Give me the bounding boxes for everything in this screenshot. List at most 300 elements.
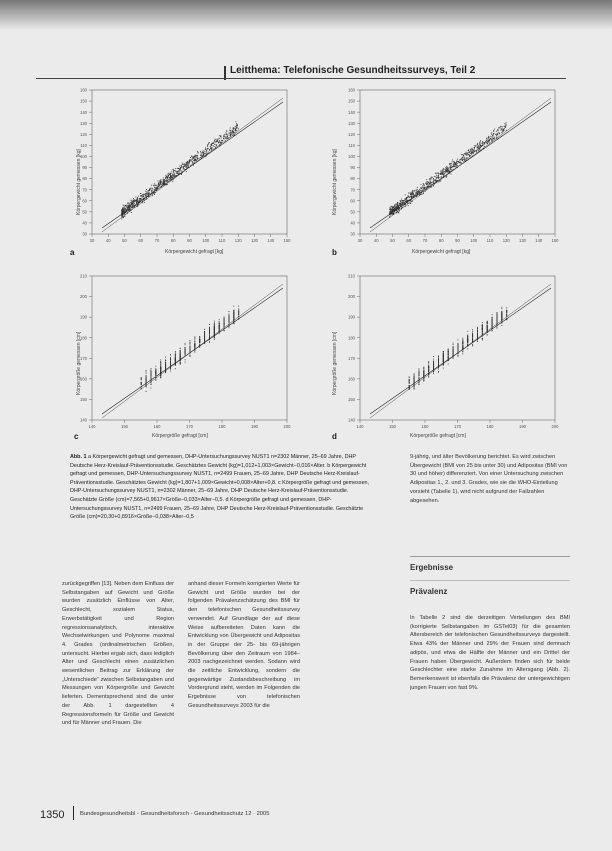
x-tick-label: 200: [283, 424, 291, 429]
data-point: [453, 344, 454, 345]
data-point: [185, 167, 186, 168]
data-point: [209, 329, 210, 330]
data-point: [222, 140, 223, 141]
y-tick-label: 110: [80, 142, 87, 148]
data-point: [129, 207, 130, 208]
running-header: Leitthema: Telefonische Gesundheitssurveys, Teil 2: [230, 65, 476, 76]
data-point: [500, 126, 501, 127]
data-point: [448, 355, 449, 356]
data-point: [152, 195, 153, 196]
data-point: [467, 335, 468, 336]
data-point: [169, 179, 170, 180]
data-point: [413, 191, 414, 192]
data-point: [446, 176, 447, 177]
data-point: [129, 209, 130, 210]
data-point: [457, 159, 458, 160]
data-point: [195, 160, 196, 161]
y-tick-label: 150: [348, 98, 355, 104]
data-point: [133, 204, 134, 205]
data-point: [214, 332, 215, 333]
data-point: [392, 211, 393, 212]
data-point: [453, 349, 454, 350]
data-point: [444, 171, 445, 172]
y-tick-label: 40: [82, 220, 87, 226]
x-tick-label: 110: [486, 238, 494, 243]
data-point: [229, 315, 230, 316]
data-point: [487, 326, 488, 327]
data-point: [402, 204, 403, 205]
data-point: [143, 194, 144, 195]
data-point: [160, 370, 161, 371]
data-point: [211, 150, 212, 151]
data-point: [488, 140, 489, 141]
y-tick-label: 30: [82, 231, 87, 237]
data-point: [199, 336, 200, 337]
data-point: [139, 199, 140, 200]
data-point: [474, 145, 475, 146]
data-point: [472, 335, 473, 336]
data-point: [447, 168, 448, 169]
data-point: [200, 151, 201, 152]
data-point: [475, 146, 476, 147]
data-point: [178, 168, 179, 169]
data-point: [506, 312, 507, 313]
data-point: [424, 187, 425, 188]
data-point: [124, 216, 125, 217]
x-tick-label: 110: [218, 238, 226, 243]
data-point: [493, 134, 494, 135]
data-point: [430, 178, 431, 179]
data-point: [467, 339, 468, 340]
data-point: [498, 128, 499, 129]
data-point: [489, 142, 490, 143]
data-point: [397, 205, 398, 206]
data-point: [497, 133, 498, 134]
data-point: [410, 203, 411, 204]
data-point: [145, 194, 146, 195]
data-point: [419, 189, 420, 190]
data-point: [462, 158, 463, 159]
data-point: [501, 316, 502, 317]
data-point: [204, 331, 205, 332]
data-point: [233, 127, 234, 128]
data-point: [170, 359, 171, 360]
data-point: [486, 138, 487, 139]
data-point: [502, 129, 503, 130]
data-point: [167, 180, 168, 181]
data-point: [477, 328, 478, 329]
data-point: [423, 370, 424, 371]
data-point: [433, 365, 434, 366]
data-point: [226, 130, 227, 131]
data-point: [194, 338, 195, 339]
data-point: [190, 340, 191, 341]
data-point: [416, 190, 417, 191]
data-point: [172, 177, 173, 178]
data-point: [204, 329, 205, 330]
data-point: [409, 387, 410, 388]
data-point: [173, 171, 174, 172]
data-point: [453, 164, 454, 165]
data-point: [151, 372, 152, 373]
data-point: [473, 149, 474, 150]
data-point: [204, 336, 205, 337]
data-point: [458, 162, 459, 163]
data-point: [492, 330, 493, 331]
data-point: [197, 151, 198, 152]
data-point: [156, 185, 157, 186]
data-point: [175, 354, 176, 355]
data-point: [155, 375, 156, 376]
data-point: [443, 361, 444, 362]
data-point: [490, 139, 491, 140]
data-point: [224, 136, 225, 137]
data-point: [453, 346, 454, 347]
data-point: [412, 194, 413, 195]
data-point: [200, 152, 201, 153]
data-point: [438, 364, 439, 365]
data-point: [455, 162, 456, 163]
data-point: [443, 170, 444, 171]
data-point: [490, 136, 491, 137]
data-point: [212, 143, 213, 144]
data-point: [193, 157, 194, 158]
data-point: [170, 178, 171, 179]
data-point: [170, 363, 171, 364]
data-point: [497, 322, 498, 323]
data-point: [211, 149, 212, 150]
data-point: [428, 369, 429, 370]
data-point: [122, 216, 123, 217]
data-point: [130, 205, 131, 206]
x-tick-label: 150: [283, 238, 291, 243]
data-point: [180, 362, 181, 363]
data-point: [201, 153, 202, 154]
data-point: [470, 150, 471, 151]
data-point: [224, 324, 225, 325]
data-point: [477, 341, 478, 342]
data-point: [462, 157, 463, 158]
data-point: [410, 194, 411, 195]
data-point: [454, 163, 455, 164]
data-point: [210, 146, 211, 147]
data-point: [177, 168, 178, 169]
x-tick-label: 190: [251, 424, 258, 429]
data-point: [482, 329, 483, 330]
y-tick-label: 160: [80, 87, 87, 93]
data-point: [180, 353, 181, 354]
scatter-plot-d: [330, 272, 560, 432]
data-point: [414, 373, 415, 374]
data-point: [468, 149, 469, 150]
data-point: [151, 384, 152, 385]
data-point: [417, 192, 418, 193]
data-point: [144, 194, 145, 195]
data-point: [477, 148, 478, 149]
data-point: [128, 202, 129, 203]
data-point: [423, 193, 424, 194]
data-point: [498, 130, 499, 131]
x-tick-label: 180: [218, 424, 226, 429]
data-point: [175, 171, 176, 172]
data-point: [224, 323, 225, 324]
data-point: [227, 137, 228, 138]
y-tick-label: 70: [82, 187, 87, 193]
data-point: [477, 327, 478, 328]
data-point: [415, 195, 416, 196]
data-point: [193, 163, 194, 164]
data-point: [180, 363, 181, 364]
data-point: [160, 184, 161, 185]
data-point: [131, 200, 132, 201]
data-point: [408, 193, 409, 194]
data-points: [141, 306, 239, 392]
data-point: [167, 184, 168, 185]
y-axis-label-b: Körpergewicht gemessen [kg]: [332, 149, 338, 215]
data-point: [209, 342, 210, 343]
data-point: [412, 192, 413, 193]
data-point: [434, 176, 435, 177]
data-point: [151, 388, 152, 389]
data-point: [216, 141, 217, 142]
data-point: [179, 166, 180, 167]
data-point: [442, 171, 443, 172]
data-point: [235, 126, 236, 127]
data-point: [416, 189, 417, 190]
data-point: [428, 363, 429, 364]
data-point: [498, 132, 499, 133]
data-point: [446, 170, 447, 171]
data-point: [506, 315, 507, 316]
data-point: [194, 347, 195, 348]
data-point: [389, 216, 390, 217]
data-point: [165, 357, 166, 358]
data-point: [492, 319, 493, 320]
data-point: [214, 333, 215, 334]
data-point: [190, 159, 191, 160]
data-point: [180, 348, 181, 349]
data-point: [154, 194, 155, 195]
data-point: [141, 195, 142, 196]
data-point: [209, 331, 210, 332]
data-point: [139, 198, 140, 199]
data-point: [195, 157, 196, 158]
data-point: [483, 142, 484, 143]
data-point: [170, 175, 171, 176]
data-point: [175, 355, 176, 356]
data-point: [491, 136, 492, 137]
data-point: [141, 378, 142, 379]
x-tick-label: 130: [251, 238, 258, 243]
y-tick-label: 150: [80, 98, 87, 104]
data-point: [431, 182, 432, 183]
data-point: [394, 211, 395, 212]
data-point: [462, 351, 463, 352]
data-point: [129, 207, 130, 208]
data-point: [146, 196, 147, 197]
data-point: [400, 205, 401, 206]
data-point: [391, 206, 392, 207]
data-point: [444, 173, 445, 174]
data-point: [177, 172, 178, 173]
data-point: [492, 317, 493, 318]
data-point: [484, 144, 485, 145]
x-tick-label: 30: [89, 238, 95, 243]
data-point: [477, 334, 478, 335]
data-point: [489, 141, 490, 142]
data-point: [204, 343, 205, 344]
data-point: [421, 184, 422, 185]
data-point: [235, 130, 236, 131]
data-point: [495, 134, 496, 135]
data-point: [164, 180, 165, 181]
data-point: [396, 211, 397, 212]
data-point: [193, 160, 194, 161]
data-point: [469, 151, 470, 152]
data-point: [447, 170, 448, 171]
data-point: [501, 126, 502, 127]
data-point: [472, 341, 473, 342]
data-point: [470, 153, 471, 154]
data-point: [492, 140, 493, 141]
data-point: [480, 144, 481, 145]
data-point: [159, 185, 160, 186]
results-rule: [410, 556, 570, 557]
data-point: [401, 204, 402, 205]
data-point: [155, 370, 156, 371]
data-point: [453, 348, 454, 349]
data-point: [414, 388, 415, 389]
data-point: [140, 196, 141, 197]
x-tick-label: 150: [121, 424, 128, 429]
scatter-panel-b: [330, 86, 560, 246]
data-point: [433, 367, 434, 368]
data-point: [473, 150, 474, 151]
data-point: [489, 139, 490, 140]
data-point: [199, 158, 200, 159]
data-point: [214, 331, 215, 332]
data-point: [160, 375, 161, 376]
data-point: [433, 363, 434, 364]
x-tick-label: 60: [406, 238, 412, 243]
data-point: [430, 180, 431, 181]
data-point: [398, 212, 399, 213]
data-point: [427, 184, 428, 185]
data-point: [477, 144, 478, 145]
results-heading: Ergebnisse: [410, 563, 454, 572]
data-point: [214, 324, 215, 325]
data-point: [479, 149, 480, 150]
data-point: [391, 209, 392, 210]
data-point: [175, 170, 176, 171]
data-point: [152, 190, 153, 191]
y-tick-label: 100: [348, 154, 355, 160]
data-point: [433, 362, 434, 363]
data-point: [190, 350, 191, 351]
data-point: [506, 307, 507, 308]
data-point: [487, 141, 488, 142]
header-rule: [36, 78, 566, 79]
data-point: [458, 353, 459, 354]
data-point: [169, 174, 170, 175]
prevalence-rule: [410, 580, 570, 581]
data-point: [233, 323, 234, 324]
data-point: [232, 134, 233, 135]
x-tick-label: 40: [373, 238, 379, 243]
data-point: [174, 173, 175, 174]
data-point: [436, 175, 437, 176]
data-point: [463, 161, 464, 162]
data-point: [438, 372, 439, 373]
data-point: [422, 185, 423, 186]
y-tick-label: 140: [80, 417, 87, 423]
y-tick-label: 90: [82, 165, 87, 171]
data-point: [423, 367, 424, 368]
data-point: [406, 197, 407, 198]
data-point: [423, 379, 424, 380]
x-tick-label: 150: [551, 238, 559, 243]
y-tick-label: 150: [348, 397, 355, 403]
data-point: [453, 347, 454, 348]
data-point: [423, 375, 424, 376]
data-point: [451, 163, 452, 164]
data-point: [439, 181, 440, 182]
data-point: [497, 327, 498, 328]
data-point: [501, 318, 502, 319]
data-point: [214, 336, 215, 337]
data-point: [140, 193, 141, 194]
data-point: [179, 170, 180, 171]
data-point: [411, 193, 412, 194]
data-point: [497, 312, 498, 313]
data-point: [185, 343, 186, 344]
data-point: [462, 342, 463, 343]
data-point: [466, 158, 467, 159]
data-point: [168, 179, 169, 180]
x-tick-label: 160: [421, 424, 429, 429]
data-point: [160, 377, 161, 378]
data-point: [141, 384, 142, 385]
data-point: [160, 364, 161, 365]
data-point: [438, 173, 439, 174]
data-point: [207, 148, 208, 149]
data-point: [224, 316, 225, 317]
x-tick-label: 130: [519, 238, 526, 243]
data-point: [131, 204, 132, 205]
data-point: [453, 354, 454, 355]
data-point: [477, 333, 478, 334]
data-point: [443, 353, 444, 354]
data-point: [160, 368, 161, 369]
data-point: [466, 155, 467, 156]
data-point: [233, 131, 234, 132]
data-point: [160, 366, 161, 367]
data-point: [154, 189, 155, 190]
y-tick-label: 200: [348, 294, 355, 300]
data-point: [158, 187, 159, 188]
data-point: [407, 200, 408, 201]
data-point: [425, 187, 426, 188]
data-point: [493, 131, 494, 132]
data-point: [480, 147, 481, 148]
data-point: [155, 187, 156, 188]
data-point: [433, 180, 434, 181]
data-point: [125, 210, 126, 211]
data-point: [195, 159, 196, 160]
data-point: [468, 158, 469, 159]
data-point: [462, 348, 463, 349]
data-point: [177, 173, 178, 174]
